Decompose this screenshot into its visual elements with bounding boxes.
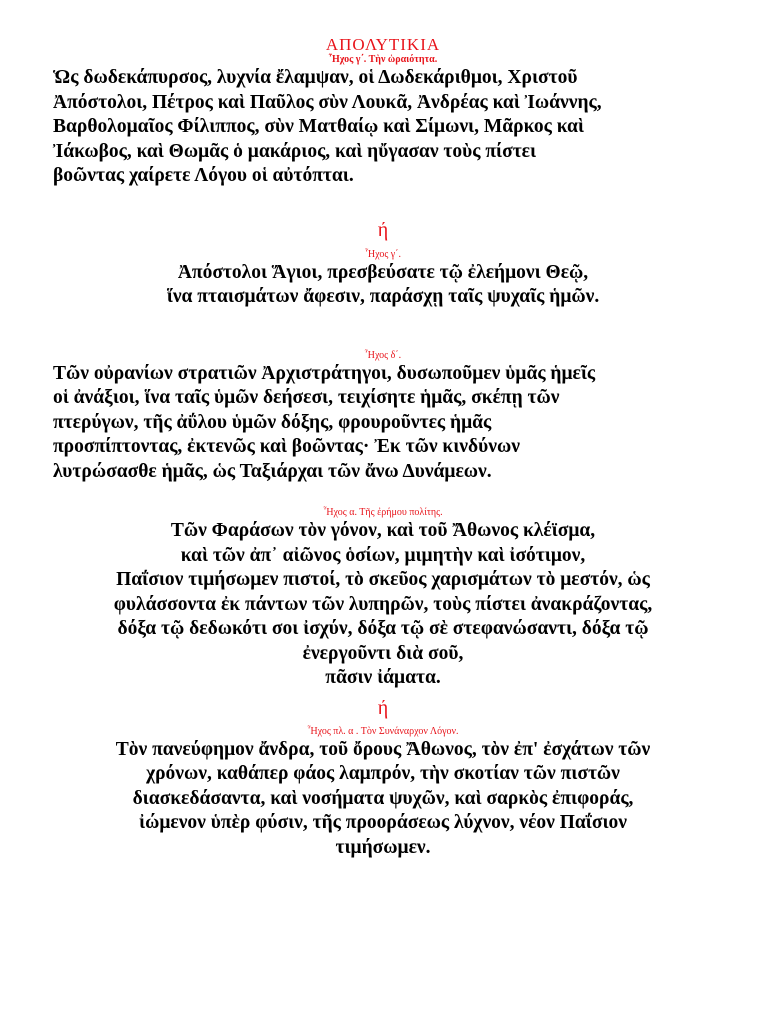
- hymn-line: Τὸν πανεύφημον ἄνδρα, τοῦ ὄρους Ἄθωνος, τὸν ἐπ' ἐσχάτων τῶν: [115, 738, 651, 760]
- or-separator: ή: [377, 696, 389, 719]
- hymn-line: χρόνων, καθάπερ φάος λαμπρόν, τὴν σκοτίαν τῶν πιστῶν: [146, 763, 620, 784]
- hymn-apostles-2: [53, 261, 713, 310]
- hymn-line: ἐνεργοῦντι διὰ σοῦ,: [302, 642, 464, 664]
- hymn-paisios-1: [53, 519, 713, 691]
- tone-heading-2: Ἦχος γ΄.: [364, 248, 402, 260]
- hymn-line: διασκεδάσαντα, καὶ νοσήματα ψυχῶν, καὶ σαρκὸς ἐπιφοράς,: [132, 787, 634, 809]
- hymn-line: οἱ ἀνάξιοι, ἵνα ταῖς ὑμῶν δεήσεσι, τειχίσητε ἡμᾶς, σκέπῃ τῶν: [53, 387, 560, 408]
- hymn-line: τιμήσωμεν.: [335, 836, 431, 858]
- or-separator: ή: [377, 218, 389, 241]
- hymn-line: Παΐσιον τιμήσωμεν πιστοί, τὸ σκεῦος χαρισμάτων τὸ μεστόν, ὡς: [116, 569, 650, 590]
- hymn-line: Τῶν οὐρανίων στρατιῶν Ἀρχιστράτηγοι, δυσωποῦμεν ὑμᾶς ἡμεῖς: [53, 362, 596, 384]
- hymn-line: φυλάσσοντα ἐκ πάντων τῶν λυπηρῶν, τοὺς πίστει ἀνακράζοντας,: [113, 593, 653, 615]
- hymn-line: καὶ τῶν ἀπ᾽ αἰῶνος ὁσίων, μιμητὴν καὶ ἰσότιμον,: [180, 544, 586, 566]
- hymn-line: ἵνα πταισμάτων ἄφεσιν, παράσχῃ ταῖς ψυχαῖς ἡμῶν.: [166, 286, 600, 307]
- page-title: ΑΠΟΛΥΤΙΚΙΑ: [325, 35, 441, 54]
- hymn-line: Ἀπόστολοι, Πέτρος καὶ Παῦλος σὺν Λουκᾶ, Ἀνδρέας καὶ Ἰωάννης,: [53, 91, 602, 113]
- tone-heading-4: Ἦχος α. Τῆς ἐρήμου πολίτης.: [323, 507, 443, 518]
- hymn-apostles-1: [53, 66, 713, 189]
- tone-heading-3: Ἦχος δ΄.: [364, 349, 402, 361]
- document-page: [53, 36, 713, 860]
- hymn-paisios-2: [53, 738, 713, 861]
- hymn-line: Βαρθολομαῖος Φίλιππος, σὺν Ματθαίῳ καὶ Σίμωνι, Μᾶρκος καὶ: [53, 116, 584, 137]
- hymn-line: πτερύγων, τῆς ἀΰλου ὑμῶν δόξης, φρουροῦντες ἡμᾶς: [53, 411, 492, 433]
- hymn-line: Ὡς δωδεκάπυρσος, λυχνία ἔλαμψαν, οἱ Δωδεκάριθμοι, Χριστοῦ: [53, 67, 578, 88]
- hymn-line: δόξα τῷ δεδωκότι σοι ἰσχύν, δόξα τῷ σὲ στεφανώσαντι, δόξα τῷ: [117, 618, 649, 639]
- hymn-line: βοῶντας χαίρετε Λόγου οἱ αὐτόπται.: [53, 165, 354, 186]
- hymn-line: Ἀπόστολοι Ἅγιοι, πρεσβεύσατε τῷ ἐλεήμονι Θεῷ,: [177, 261, 589, 283]
- hymn-line: προσπίπτοντας, ἐκτενῶς καὶ βοῶντας· Ἐκ τῶν κινδύνων: [53, 436, 520, 457]
- hymn-line: Τῶν Φαράσων τὸν γόνον, καὶ τοῦ Ἄθωνος κλέϊσμα,: [170, 520, 596, 541]
- tone-heading-1: Ἦχος γ΄. Τὴν ὡραιότητα.: [328, 54, 438, 65]
- hymn-line: λυτρώσασθε ἡμᾶς, ὡς Ταξιάρχαι τῶν ἄνω Δυνάμεων.: [53, 460, 492, 482]
- tone-heading-5: Ἦχος πλ. α . Τὸν Συνάναρχον Λόγον.: [307, 725, 459, 737]
- hymn-line: ἰώμενον ὑπὲρ φύσιν, τῆς προοράσεως λύχνον, νέον Παΐσιον: [139, 812, 627, 833]
- hymn-archangels: [53, 362, 713, 485]
- hymn-line: πᾶσιν ἰάματα.: [325, 667, 441, 688]
- hymn-line: Ἰάκωβος, καὶ Θωμᾶς ὁ μακάριος, καὶ ηὔγασαν τοὺς πίστει: [53, 140, 537, 162]
